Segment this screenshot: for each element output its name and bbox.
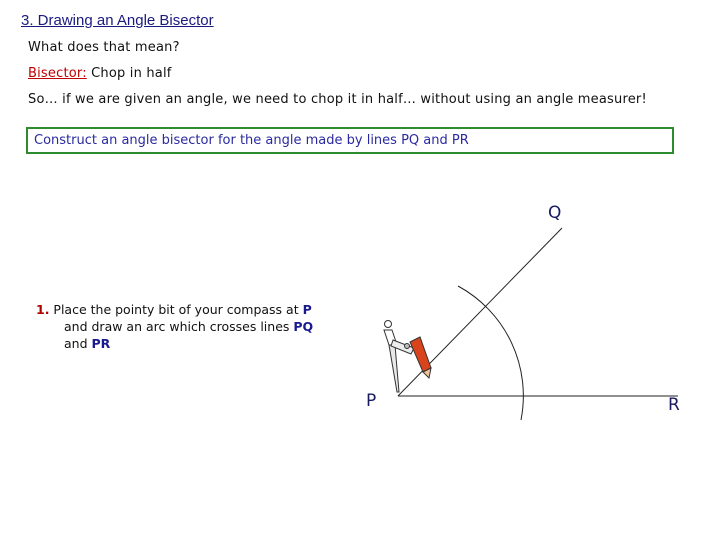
step-1-text-a: Place the pointy bit of your compass at bbox=[49, 302, 303, 317]
step-1-line-pr: PR bbox=[91, 336, 111, 351]
definition-text: Chop in half bbox=[86, 66, 172, 81]
explanation-text: So… if we are given an angle, we need to chop it in half… without using an angle measurer! bbox=[28, 92, 647, 107]
task-text: Construct an angle bisector for the angle made by lines PQ and PR bbox=[34, 133, 469, 148]
step-number: 1. bbox=[36, 302, 50, 317]
step-1-text-c: and bbox=[64, 336, 92, 351]
step-1-text bbox=[36, 301, 313, 352]
compass-arc bbox=[458, 286, 523, 420]
step-1-line-pq: PQ bbox=[293, 319, 314, 334]
step-1-first-line bbox=[36, 302, 312, 317]
step-1-second-line bbox=[36, 318, 313, 335]
page-title: 3. Drawing an Angle Bisector bbox=[21, 12, 214, 29]
point-r-label: R bbox=[668, 395, 680, 415]
step-1-text-b: and draw an arc which crosses lines bbox=[64, 319, 294, 334]
point-p-label: P bbox=[366, 391, 377, 411]
compass-icon bbox=[384, 321, 431, 393]
question-text: What does that mean? bbox=[28, 40, 180, 55]
step-1-third-line bbox=[36, 335, 313, 352]
point-q-label: Q bbox=[548, 203, 562, 223]
step-1-point: P bbox=[302, 302, 312, 317]
definition-term: Bisector: bbox=[28, 66, 87, 81]
